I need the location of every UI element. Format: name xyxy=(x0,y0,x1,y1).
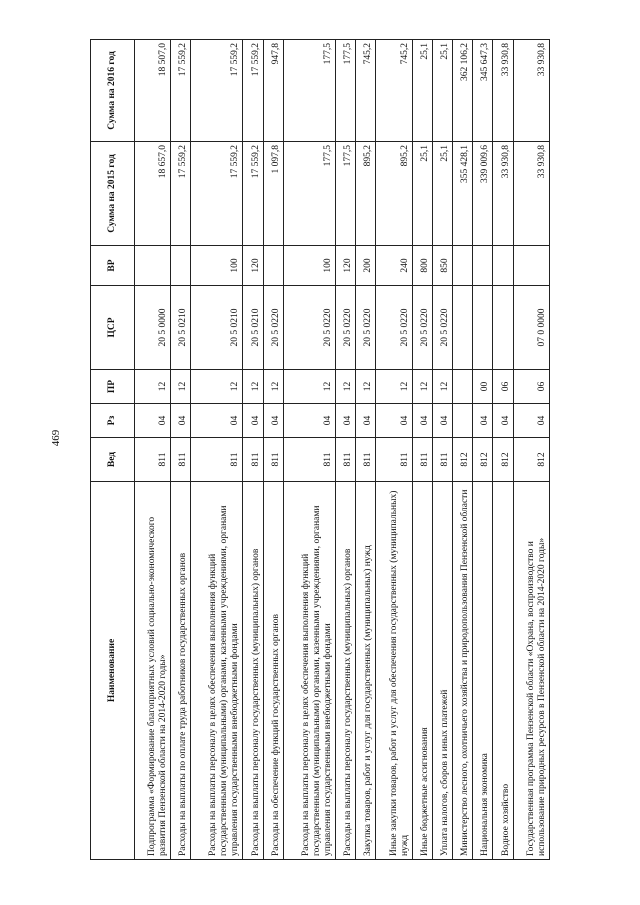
header-rz: Рз xyxy=(91,404,135,438)
cell-vr: 120 xyxy=(335,246,355,286)
cell-sum-2016: 33 930,8 xyxy=(513,40,549,142)
cell-pr: 12 xyxy=(432,370,452,404)
cell-sum-2015: 25,1 xyxy=(432,142,452,246)
cell-name: Закупка товаров, работ и услуг для государственных (муниципальных) нужд xyxy=(356,482,376,860)
cell-csr: 20 5 0220 xyxy=(263,286,283,370)
cell-name: Национальная экономика xyxy=(473,482,493,860)
cell-sum-2016: 25,1 xyxy=(412,40,432,142)
cell-sum-2016: 33 930,8 xyxy=(493,40,513,142)
cell-sum-2016: 177,5 xyxy=(283,40,335,142)
cell-rz xyxy=(453,404,473,438)
cell-csr xyxy=(473,286,493,370)
cell-pr: 06 xyxy=(513,370,549,404)
cell-rz: 04 xyxy=(263,404,283,438)
cell-sum-2016: 745,2 xyxy=(356,40,376,142)
cell-sum-2015: 339 009,6 xyxy=(473,142,493,246)
header-vr: ВР xyxy=(91,246,135,286)
cell-sum-2015: 17 559,2 xyxy=(191,142,243,246)
cell-ved: 811 xyxy=(171,438,191,482)
cell-sum-2016: 947,8 xyxy=(263,40,283,142)
cell-pr: 12 xyxy=(376,370,412,404)
cell-vr: 800 xyxy=(412,246,432,286)
cell-sum-2015: 17 559,2 xyxy=(171,142,191,246)
cell-vr xyxy=(493,246,513,286)
cell-ved: 811 xyxy=(191,438,243,482)
table-row xyxy=(356,40,376,860)
cell-pr: 12 xyxy=(412,370,432,404)
cell-sum-2015: 1 097,8 xyxy=(263,142,283,246)
cell-rz: 04 xyxy=(335,404,355,438)
cell-csr xyxy=(453,286,473,370)
cell-rz: 04 xyxy=(376,404,412,438)
cell-pr: 12 xyxy=(283,370,335,404)
table-row xyxy=(335,40,355,860)
table-body xyxy=(135,40,550,860)
header-sum-2015: Сумма на 2015 год xyxy=(91,142,135,246)
cell-pr: 00 xyxy=(473,370,493,404)
cell-sum-2016: 17 559,2 xyxy=(243,40,263,142)
cell-sum-2016: 177,5 xyxy=(335,40,355,142)
cell-ved: 812 xyxy=(493,438,513,482)
cell-vr: 200 xyxy=(356,246,376,286)
table-row xyxy=(263,40,283,860)
cell-csr: 20 5 0000 xyxy=(135,286,171,370)
cell-name: Расходы на выплаты персоналу государственных (муниципальных) органов xyxy=(243,482,263,860)
cell-sum-2016: 25,1 xyxy=(432,40,452,142)
table-row xyxy=(283,40,335,860)
cell-csr: 20 5 0220 xyxy=(432,286,452,370)
table-row xyxy=(473,40,493,860)
cell-rz: 04 xyxy=(432,404,452,438)
cell-ved: 812 xyxy=(453,438,473,482)
cell-name: Иные бюджетные ассигнования xyxy=(412,482,432,860)
cell-vr xyxy=(453,246,473,286)
cell-pr: 12 xyxy=(356,370,376,404)
cell-csr: 20 5 0210 xyxy=(243,286,263,370)
cell-ved: 811 xyxy=(135,438,171,482)
rotated-table-container xyxy=(90,40,550,860)
cell-rz: 04 xyxy=(171,404,191,438)
header-sum-2016: Сумма на 2016 год xyxy=(91,40,135,142)
page-number: 469 xyxy=(50,429,62,447)
table-row xyxy=(376,40,412,860)
cell-sum-2016: 17 559,2 xyxy=(191,40,243,142)
cell-rz: 04 xyxy=(243,404,263,438)
table-row xyxy=(243,40,263,860)
table-row xyxy=(513,40,549,860)
cell-vr xyxy=(263,246,283,286)
cell-csr: 20 5 0220 xyxy=(376,286,412,370)
cell-pr: 12 xyxy=(263,370,283,404)
cell-sum-2016: 17 559,2 xyxy=(171,40,191,142)
cell-ved: 811 xyxy=(335,438,355,482)
cell-pr xyxy=(453,370,473,404)
cell-pr: 12 xyxy=(243,370,263,404)
cell-name: Расходы на выплаты персоналу государственных (муниципальных) органов xyxy=(335,482,355,860)
cell-csr: 20 5 0210 xyxy=(191,286,243,370)
cell-pr: 06 xyxy=(493,370,513,404)
cell-csr: 20 5 0220 xyxy=(412,286,432,370)
cell-rz: 04 xyxy=(513,404,549,438)
cell-ved: 812 xyxy=(513,438,549,482)
cell-pr: 12 xyxy=(171,370,191,404)
cell-sum-2016: 745,2 xyxy=(376,40,412,142)
cell-ved: 811 xyxy=(412,438,432,482)
cell-ved: 811 xyxy=(263,438,283,482)
cell-rz: 04 xyxy=(135,404,171,438)
cell-sum-2015: 18 657,0 xyxy=(135,142,171,246)
header-name: Наименование xyxy=(91,482,135,860)
cell-sum-2015: 25,1 xyxy=(412,142,432,246)
cell-csr: 20 5 0210 xyxy=(171,286,191,370)
table-row xyxy=(171,40,191,860)
cell-sum-2016: 345 647,3 xyxy=(473,40,493,142)
header-csr: ЦСР xyxy=(91,286,135,370)
cell-sum-2015: 895,2 xyxy=(376,142,412,246)
cell-name: Расходы на выплаты по оплате труда работников государственных органов xyxy=(171,482,191,860)
cell-rz: 04 xyxy=(283,404,335,438)
cell-pr: 12 xyxy=(335,370,355,404)
cell-csr: 20 5 0220 xyxy=(335,286,355,370)
cell-csr: 20 5 0220 xyxy=(356,286,376,370)
cell-pr: 12 xyxy=(191,370,243,404)
cell-sum-2015: 33 930,8 xyxy=(493,142,513,246)
cell-vr: 100 xyxy=(191,246,243,286)
cell-name: Водное хозяйство xyxy=(493,482,513,860)
table-header-row xyxy=(91,40,135,860)
cell-ved: 811 xyxy=(243,438,263,482)
cell-sum-2015: 33 930,8 xyxy=(513,142,549,246)
cell-rz: 04 xyxy=(191,404,243,438)
table-row xyxy=(412,40,432,860)
cell-sum-2016: 362 106,2 xyxy=(453,40,473,142)
cell-vr: 100 xyxy=(283,246,335,286)
table-row xyxy=(432,40,452,860)
cell-csr xyxy=(493,286,513,370)
cell-sum-2015: 177,5 xyxy=(283,142,335,246)
cell-name: Государственная программа Пензенской области «Охрана, воспроизводство и использование природных ресурсов в Пензенской области на 2014-2020 годы» xyxy=(513,482,549,860)
cell-vr: 240 xyxy=(376,246,412,286)
header-ved: Вед xyxy=(91,438,135,482)
cell-vr: 850 xyxy=(432,246,452,286)
cell-pr: 12 xyxy=(135,370,171,404)
table-row xyxy=(135,40,171,860)
cell-sum-2015: 895,2 xyxy=(356,142,376,246)
cell-rz: 04 xyxy=(473,404,493,438)
cell-vr xyxy=(473,246,493,286)
cell-name: Министерство лесного, охотничьего хозяйства и природопользования Пензенской области xyxy=(453,482,473,860)
cell-name: Иные закупки товаров, работ и услуг для обеспечения государственных (муниципальных) нужд xyxy=(376,482,412,860)
cell-ved: 811 xyxy=(376,438,412,482)
cell-name: Уплата налогов, сборов и иных платежей xyxy=(432,482,452,860)
budget-table xyxy=(90,39,550,860)
cell-ved: 811 xyxy=(356,438,376,482)
cell-csr: 07 0 0000 xyxy=(513,286,549,370)
cell-vr xyxy=(513,246,549,286)
cell-rz: 04 xyxy=(356,404,376,438)
cell-name: Расходы на обеспечение функций государственных органов xyxy=(263,482,283,860)
table-row xyxy=(493,40,513,860)
cell-sum-2016: 18 507,0 xyxy=(135,40,171,142)
cell-ved: 811 xyxy=(283,438,335,482)
header-pr: ПР xyxy=(91,370,135,404)
cell-csr: 20 5 0220 xyxy=(283,286,335,370)
table-row xyxy=(191,40,243,860)
cell-sum-2015: 17 559,2 xyxy=(243,142,263,246)
cell-rz: 04 xyxy=(493,404,513,438)
cell-vr xyxy=(135,246,171,286)
cell-name: Подпрограмма «Формирование благоприятных условий социально-экономического развития Пензенской области на 2014-2020 годы» xyxy=(135,482,171,860)
cell-name: Расходы на выплаты персоналу в целях обеспечения выполнения функций государственными (муниципальными) органами, казенными учреждениями, органами управления государственными внебюджетными фондами xyxy=(191,482,243,860)
cell-ved: 812 xyxy=(473,438,493,482)
cell-vr xyxy=(171,246,191,286)
cell-rz: 04 xyxy=(412,404,432,438)
cell-name: Расходы на выплаты персоналу в целях обеспечения выполнения функций государственными (муниципальными) органами, казенными учреждениями, органами управления государственными внебюджетными фондами xyxy=(283,482,335,860)
table-row xyxy=(453,40,473,860)
cell-sum-2015: 177,5 xyxy=(335,142,355,246)
cell-ved: 811 xyxy=(432,438,452,482)
cell-vr: 120 xyxy=(243,246,263,286)
cell-sum-2015: 355 428,1 xyxy=(453,142,473,246)
